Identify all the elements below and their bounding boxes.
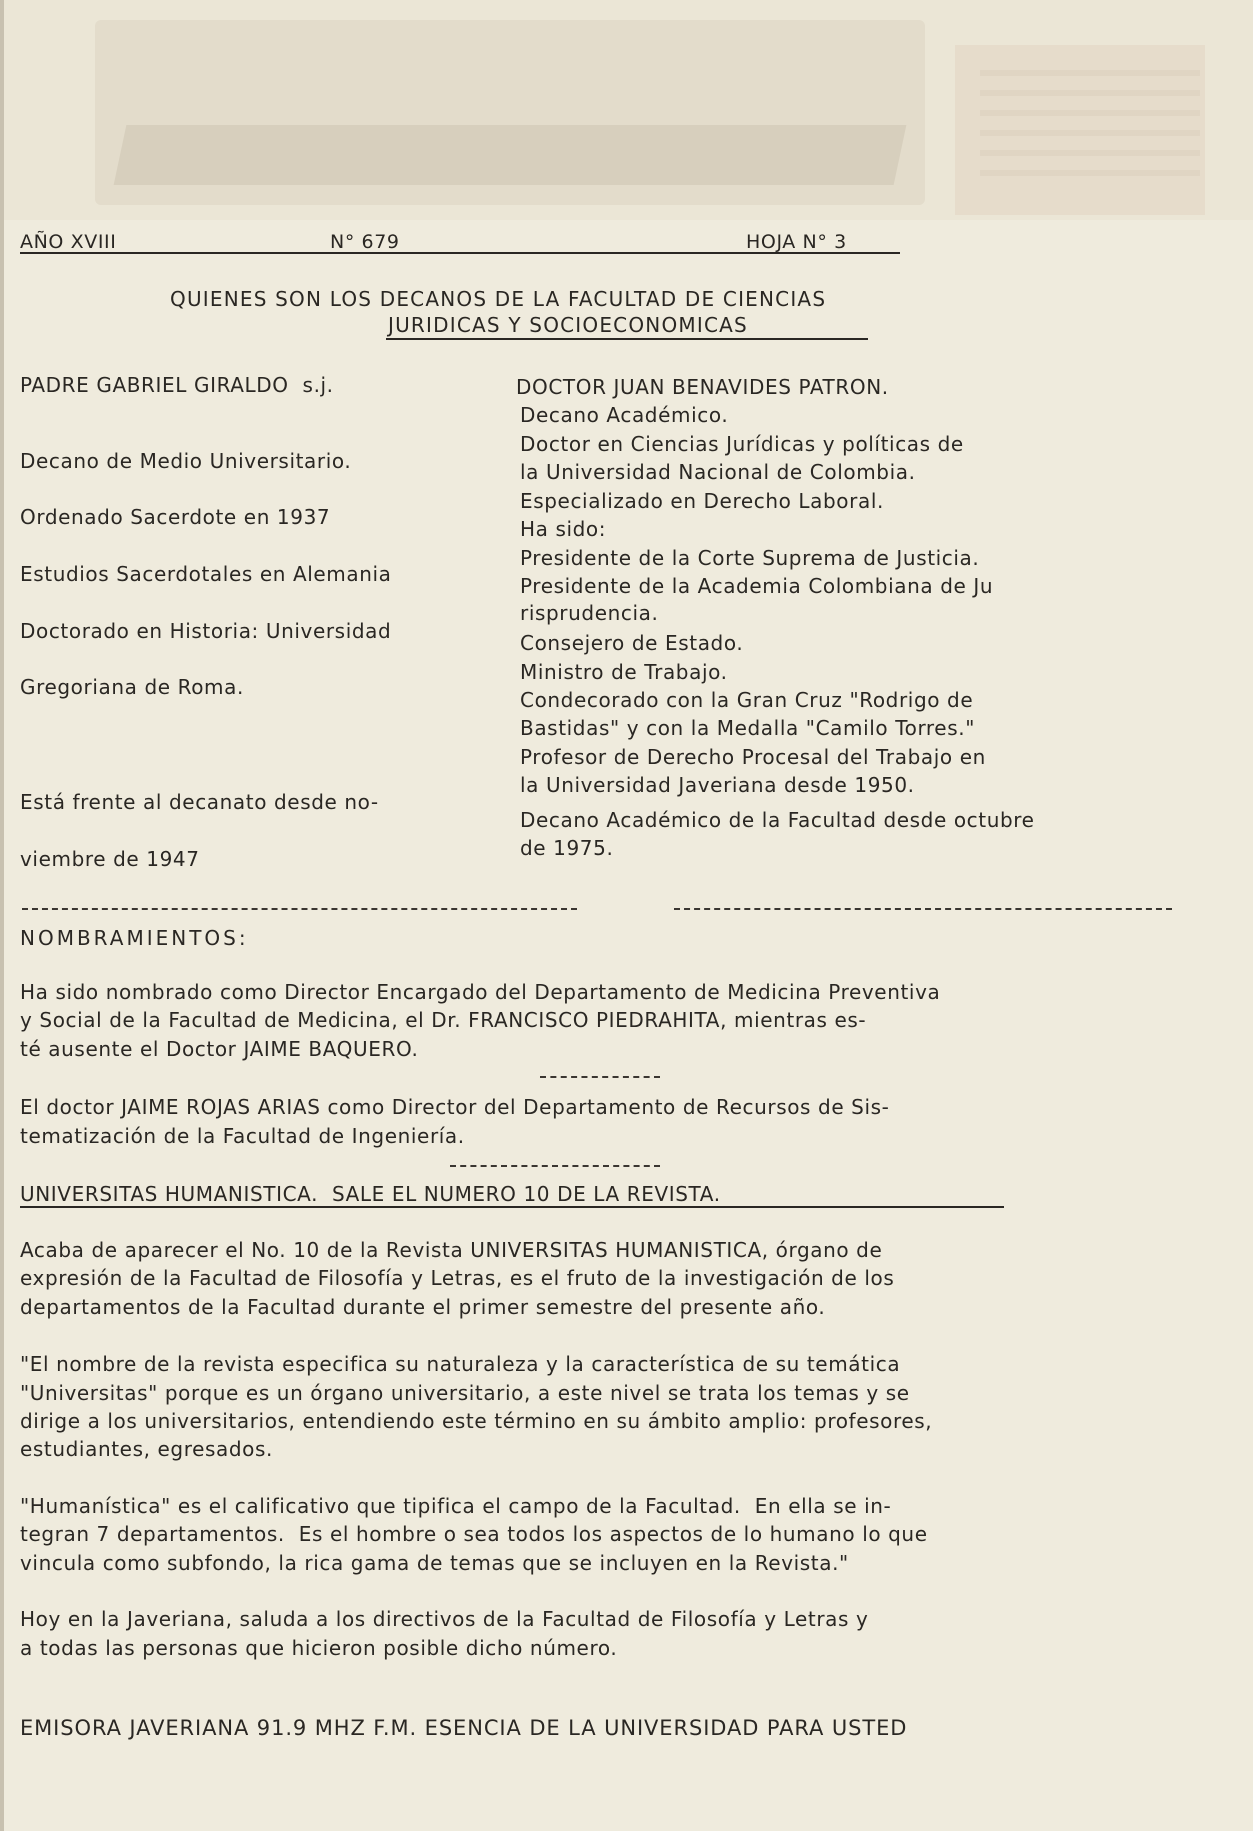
radio-slogan: EMISORA JAVERIANA 91.9 MHZ F.M. ESENCIA DE LA UNIVERSIDAD PARA USTED [20, 1716, 908, 1740]
dean-left-name: PADRE GABRIEL GIRALDO s.j. [20, 373, 334, 397]
left-separator [22, 908, 577, 910]
universitas-line: vincula como subfondo, la rica gama de temas que se incluyen en la Revista." [20, 1551, 849, 1575]
dean-right-line: Especializado en Derecho Laboral. [520, 489, 884, 513]
dean-right-line: la Universidad Javeriana desde 1950. [520, 773, 915, 797]
masthead-side-pattern [980, 70, 1200, 190]
right-separator [674, 908, 1172, 910]
dean-right-line: Condecorado con la Gran Cruz "Rodrigo de [520, 688, 974, 712]
universitas-line: Acaba de aparecer el No. 10 de la Revista UNIVERSITAS HUMANISTICA, órgano de [20, 1238, 883, 1262]
universitas-line: dirige a los universitarios, entendiendo este término en su ámbito amplio: profesores, [20, 1409, 933, 1433]
issue-number: N° 679 [330, 231, 400, 253]
deans-title-line1: QUIENES SON LOS DECANOS DE LA FACULTAD DE CIENCIAS [170, 287, 827, 311]
deans-title-underline [386, 338, 868, 340]
universitas-line: "Humanística" es el calificativo que tipifica el campo de la Facultad. En ella se in- [20, 1494, 892, 1518]
dean-right-line: Bastidas" y con la Medalla "Camilo Torres." [520, 716, 975, 740]
universitas-heading-underline [20, 1206, 1004, 1208]
dean-left-line: Estudios Sacerdotales en Alemania [20, 562, 392, 586]
universitas-line: "Universitas" porque es un órgano universitario, a este nivel se trata los temas y se [20, 1381, 910, 1405]
masthead-bleed-through [0, 0, 1253, 220]
universitas-line: "El nombre de la revista especifica su naturaleza y la característica de su temática [20, 1352, 901, 1376]
dean-left-line: Doctorado en Historia: Universidad [20, 619, 392, 643]
dean-right-line: Decano Académico de la Facultad desde octubre [520, 808, 1035, 832]
masthead-title-shadow [114, 125, 907, 185]
appointment-line: Ha sido nombrado como Director Encargado del Departamento de Medicina Preventiva [20, 980, 941, 1004]
dean-right-line: Decano Académico. [520, 403, 729, 427]
dean-right-line: Consejero de Estado. [520, 631, 744, 655]
universitas-line: a todas las personas que hicieron posible dicho número. [20, 1636, 618, 1660]
universitas-heading: UNIVERSITAS HUMANISTICA. SALE EL NUMERO 10 DE LA REVISTA. [20, 1182, 721, 1206]
dean-right-line: Ministro de Trabajo. [520, 660, 728, 684]
appointments-heading: NOMBRAMIENTOS: [20, 926, 249, 950]
universitas-line: departamentos de la Facultad durante el primer semestre del presente año. [20, 1295, 826, 1319]
universitas-line: expresión de la Facultad de Filosofía y Letras, es el fruto de la investigación de los [20, 1266, 895, 1290]
page-number: HOJA N° 3 [746, 231, 847, 253]
dean-right-line: Presidente de la Corte Suprema de Justicia. [520, 546, 980, 570]
dean-right-line: Profesor de Derecho Procesal del Trabajo en [520, 745, 986, 769]
dean-right-line: Ha sido: [520, 517, 607, 541]
dean-left-line: Gregoriana de Roma. [20, 675, 244, 699]
dean-left-line: Está frente al decanato desde no- [20, 790, 379, 814]
dean-right-line: de 1975. [520, 836, 614, 860]
appointment-line: té ausente el Doctor JAIME BAQUERO. [20, 1037, 419, 1061]
header-rule [20, 252, 900, 254]
universitas-line: tegran 7 departamentos. Es el hombre o sea todos los aspectos de lo humano lo que [20, 1522, 928, 1546]
appointments-separator [540, 1076, 660, 1078]
appointment-line: tematización de la Facultad de Ingeniería. [20, 1124, 465, 1148]
dean-right-name: DOCTOR JUAN BENAVIDES PATRON. [516, 375, 889, 399]
dean-right-line: risprudencia. [520, 601, 659, 625]
dean-right-line: la Universidad Nacional de Colombia. [520, 460, 916, 484]
binding-edge [0, 0, 4, 1831]
dean-right-line: Presidente de la Academia Colombiana de Ju [520, 574, 994, 598]
universitas-line: Hoy en la Javeriana, saluda a los directivos de la Facultad de Filosofía y Letras y [20, 1607, 869, 1631]
issue-year: AÑO XVIII [20, 231, 117, 253]
dean-left-line: Decano de Medio Universitario. [20, 449, 352, 473]
appointment-line: El doctor JAIME ROJAS ARIAS como Director del Departamento de Recursos de Sis- [20, 1095, 890, 1119]
dean-left-line: Ordenado Sacerdote en 1937 [20, 505, 331, 529]
dean-left-line: viembre de 1947 [20, 847, 200, 871]
section-separator [450, 1165, 660, 1167]
deans-title-line2: JURIDICAS Y SOCIOECONOMICAS [388, 313, 748, 337]
dean-right-line: Doctor en Ciencias Jurídicas y políticas de [520, 432, 964, 456]
appointment-line: y Social de la Facultad de Medicina, el Dr. FRANCISCO PIEDRAHITA, mientras es- [20, 1008, 867, 1032]
universitas-line: estudiantes, egresados. [20, 1437, 273, 1461]
